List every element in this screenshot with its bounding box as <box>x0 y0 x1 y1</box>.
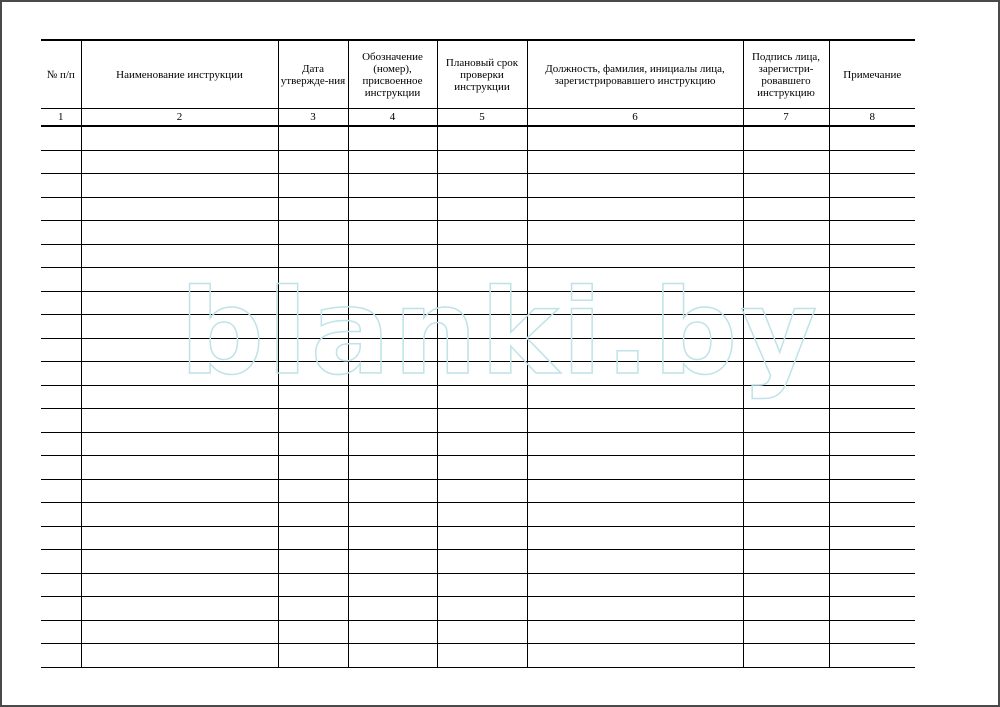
column-number: 2 <box>81 109 278 127</box>
table-cell <box>278 573 348 597</box>
table-row <box>41 479 915 503</box>
table-cell <box>437 503 527 527</box>
table-cell <box>829 268 915 292</box>
table-cell <box>278 644 348 668</box>
table-cell <box>527 221 743 245</box>
table-cell <box>278 268 348 292</box>
table-cell <box>348 174 437 198</box>
table-row <box>41 291 915 315</box>
table-row <box>41 432 915 456</box>
table-cell <box>527 550 743 574</box>
table-cell <box>743 385 829 409</box>
table-row <box>41 150 915 174</box>
table-cell <box>348 432 437 456</box>
table-cell <box>829 385 915 409</box>
table-row <box>41 315 915 339</box>
table-cell <box>527 479 743 503</box>
table-cell <box>527 291 743 315</box>
table-cell <box>81 479 278 503</box>
table-cell <box>829 479 915 503</box>
table-cell <box>743 268 829 292</box>
table-cell <box>348 315 437 339</box>
table-cell <box>278 597 348 621</box>
table-cell <box>527 197 743 221</box>
table-cell <box>437 244 527 268</box>
table-cell <box>81 197 278 221</box>
column-number: 4 <box>348 109 437 127</box>
column-number: 6 <box>527 109 743 127</box>
table-cell <box>278 432 348 456</box>
table-cell <box>829 291 915 315</box>
table-cell <box>437 174 527 198</box>
table-cell <box>278 362 348 386</box>
table-cell <box>278 620 348 644</box>
table-cell <box>437 409 527 433</box>
table-cell <box>743 244 829 268</box>
table-cell <box>81 597 278 621</box>
table-cell <box>41 550 81 574</box>
table-cell <box>348 573 437 597</box>
table-cell <box>743 479 829 503</box>
table-cell <box>41 456 81 480</box>
column-number: 5 <box>437 109 527 127</box>
header-cell-review-term: Плановый срок проверки инструкции <box>437 40 527 109</box>
table-cell <box>348 291 437 315</box>
table-cell <box>437 456 527 480</box>
header-cell-signature: Подпись лица, зарегистри-ровавшего инструкцию <box>743 40 829 109</box>
table-cell <box>437 644 527 668</box>
table-cell <box>437 126 527 150</box>
table-cell <box>348 456 437 480</box>
table-row <box>41 550 915 574</box>
table-cell <box>41 620 81 644</box>
table-cell <box>743 620 829 644</box>
table-body <box>41 126 915 667</box>
table-cell <box>743 338 829 362</box>
table-cell <box>743 315 829 339</box>
table-cell <box>81 644 278 668</box>
table-cell <box>41 385 81 409</box>
table-cell <box>743 456 829 480</box>
table-cell <box>527 244 743 268</box>
table-cell <box>437 550 527 574</box>
table-cell <box>348 126 437 150</box>
table-cell <box>81 432 278 456</box>
table-cell <box>278 456 348 480</box>
table-row <box>41 503 915 527</box>
table-cell <box>41 362 81 386</box>
table-cell <box>348 197 437 221</box>
table-cell <box>437 268 527 292</box>
table-cell <box>278 409 348 433</box>
table-cell <box>278 550 348 574</box>
header-cell-approval-date: Дата утвержде-ния <box>278 40 348 109</box>
table-cell <box>829 550 915 574</box>
table-row <box>41 526 915 550</box>
table-cell <box>437 385 527 409</box>
table-cell <box>41 409 81 433</box>
table-cell <box>41 503 81 527</box>
table-cell <box>278 244 348 268</box>
table-cell <box>743 221 829 245</box>
column-number-row <box>41 109 915 127</box>
table-cell <box>527 526 743 550</box>
table-cell <box>527 150 743 174</box>
table-cell <box>829 244 915 268</box>
table-cell <box>437 197 527 221</box>
table-cell <box>81 526 278 550</box>
table-cell <box>829 456 915 480</box>
table-cell <box>278 503 348 527</box>
table-cell <box>41 644 81 668</box>
table-cell <box>527 456 743 480</box>
table-row <box>41 385 915 409</box>
table-cell <box>278 385 348 409</box>
table-cell <box>278 338 348 362</box>
table-cell <box>743 550 829 574</box>
table-cell <box>278 526 348 550</box>
table-cell <box>829 221 915 245</box>
table-cell <box>348 409 437 433</box>
column-number: 3 <box>278 109 348 127</box>
table-cell <box>41 597 81 621</box>
table-cell <box>743 503 829 527</box>
table-cell <box>81 385 278 409</box>
table-cell <box>348 644 437 668</box>
table-row <box>41 597 915 621</box>
table-cell <box>743 573 829 597</box>
table-cell <box>81 409 278 433</box>
table-cell <box>81 503 278 527</box>
table-cell <box>41 150 81 174</box>
table-cell <box>278 174 348 198</box>
table-cell <box>81 456 278 480</box>
table-cell <box>278 126 348 150</box>
table-cell <box>527 409 743 433</box>
table-cell <box>829 315 915 339</box>
table-cell <box>81 126 278 150</box>
table-cell <box>278 150 348 174</box>
header-cell-row-number: № п/п <box>41 40 81 109</box>
table-cell <box>437 338 527 362</box>
table-cell <box>81 362 278 386</box>
table-cell <box>829 126 915 150</box>
table-cell <box>743 126 829 150</box>
table-cell <box>437 432 527 456</box>
table-cell <box>829 526 915 550</box>
table-cell <box>743 597 829 621</box>
table-cell <box>81 338 278 362</box>
table-cell <box>437 150 527 174</box>
column-number: 8 <box>829 109 915 127</box>
table-cell <box>278 315 348 339</box>
table-cell <box>527 126 743 150</box>
header-cell-designation: Обозначение (номер), присвоенное инструкции <box>348 40 437 109</box>
table-cell <box>348 244 437 268</box>
table-cell <box>348 526 437 550</box>
table-cell <box>437 573 527 597</box>
table-cell <box>829 644 915 668</box>
table-cell <box>743 432 829 456</box>
table-cell <box>81 221 278 245</box>
table-cell <box>829 174 915 198</box>
table-cell <box>41 197 81 221</box>
table-cell <box>348 503 437 527</box>
table-cell <box>348 597 437 621</box>
table-cell <box>348 362 437 386</box>
instruction-register-table <box>41 39 915 668</box>
table-cell <box>81 150 278 174</box>
table-cell <box>278 197 348 221</box>
table-cell <box>41 315 81 339</box>
table-cell <box>437 526 527 550</box>
table-cell <box>437 597 527 621</box>
watermark-logo: blanki.by <box>179 263 821 401</box>
table-cell <box>278 479 348 503</box>
table-cell <box>41 432 81 456</box>
table-cell <box>527 174 743 198</box>
table-cell <box>527 573 743 597</box>
table-cell <box>41 174 81 198</box>
table-cell <box>743 526 829 550</box>
table-cell <box>348 221 437 245</box>
table-cell <box>829 197 915 221</box>
table-row <box>41 338 915 362</box>
table-cell <box>41 479 81 503</box>
table-cell <box>829 338 915 362</box>
table-cell <box>81 291 278 315</box>
table-cell <box>829 597 915 621</box>
table-cell <box>437 291 527 315</box>
table-cell <box>743 291 829 315</box>
table-cell <box>348 479 437 503</box>
table-cell <box>41 573 81 597</box>
table-row <box>41 620 915 644</box>
table-cell <box>527 362 743 386</box>
table-cell <box>829 150 915 174</box>
table-cell <box>278 221 348 245</box>
table-row <box>41 126 915 150</box>
table-cell <box>527 620 743 644</box>
table-cell <box>829 620 915 644</box>
table-cell <box>81 620 278 644</box>
table-cell <box>41 268 81 292</box>
table-cell <box>527 315 743 339</box>
table-row <box>41 244 915 268</box>
table-cell <box>437 221 527 245</box>
table-cell <box>81 244 278 268</box>
table-row <box>41 456 915 480</box>
table-cell <box>527 597 743 621</box>
table-cell <box>743 174 829 198</box>
table-cell <box>829 432 915 456</box>
table-row <box>41 221 915 245</box>
table-cell <box>829 362 915 386</box>
table-row <box>41 644 915 668</box>
table-cell <box>829 409 915 433</box>
table-cell <box>278 291 348 315</box>
table-cell <box>437 362 527 386</box>
table-cell <box>527 268 743 292</box>
table-row <box>41 362 915 386</box>
table-cell <box>348 385 437 409</box>
table-row <box>41 174 915 198</box>
table-cell <box>348 268 437 292</box>
table-cell <box>41 244 81 268</box>
table-cell <box>437 620 527 644</box>
table-cell <box>527 385 743 409</box>
table-cell <box>348 620 437 644</box>
table-cell <box>81 315 278 339</box>
table-cell <box>743 150 829 174</box>
table-cell <box>743 644 829 668</box>
table-row <box>41 197 915 221</box>
table-cell <box>41 526 81 550</box>
table-cell <box>527 503 743 527</box>
table-cell <box>437 479 527 503</box>
header-cell-registrar: Должность, фамилия, инициалы лица, зарегистрировавшего инструкцию <box>527 40 743 109</box>
table-cell <box>527 644 743 668</box>
table-cell <box>81 268 278 292</box>
table-cell <box>527 432 743 456</box>
table-row <box>41 573 915 597</box>
table-cell <box>348 338 437 362</box>
table-cell <box>527 338 743 362</box>
table-cell <box>81 174 278 198</box>
column-number: 7 <box>743 109 829 127</box>
table-cell <box>41 126 81 150</box>
table-cell <box>41 338 81 362</box>
table-cell <box>41 291 81 315</box>
table-cell <box>437 315 527 339</box>
table-cell <box>743 362 829 386</box>
table-cell <box>81 573 278 597</box>
table-cell <box>743 409 829 433</box>
table-cell <box>81 550 278 574</box>
table-cell <box>829 573 915 597</box>
header-row <box>41 40 915 109</box>
table-cell <box>829 503 915 527</box>
table-cell <box>348 550 437 574</box>
header-cell-note: Примечание <box>829 40 915 109</box>
table-row <box>41 268 915 292</box>
header-cell-instruction-name: Наименование инструкции <box>81 40 278 109</box>
table-cell <box>41 221 81 245</box>
table-cell <box>348 150 437 174</box>
table-cell <box>743 197 829 221</box>
table-row <box>41 409 915 433</box>
column-number: 1 <box>41 109 81 127</box>
